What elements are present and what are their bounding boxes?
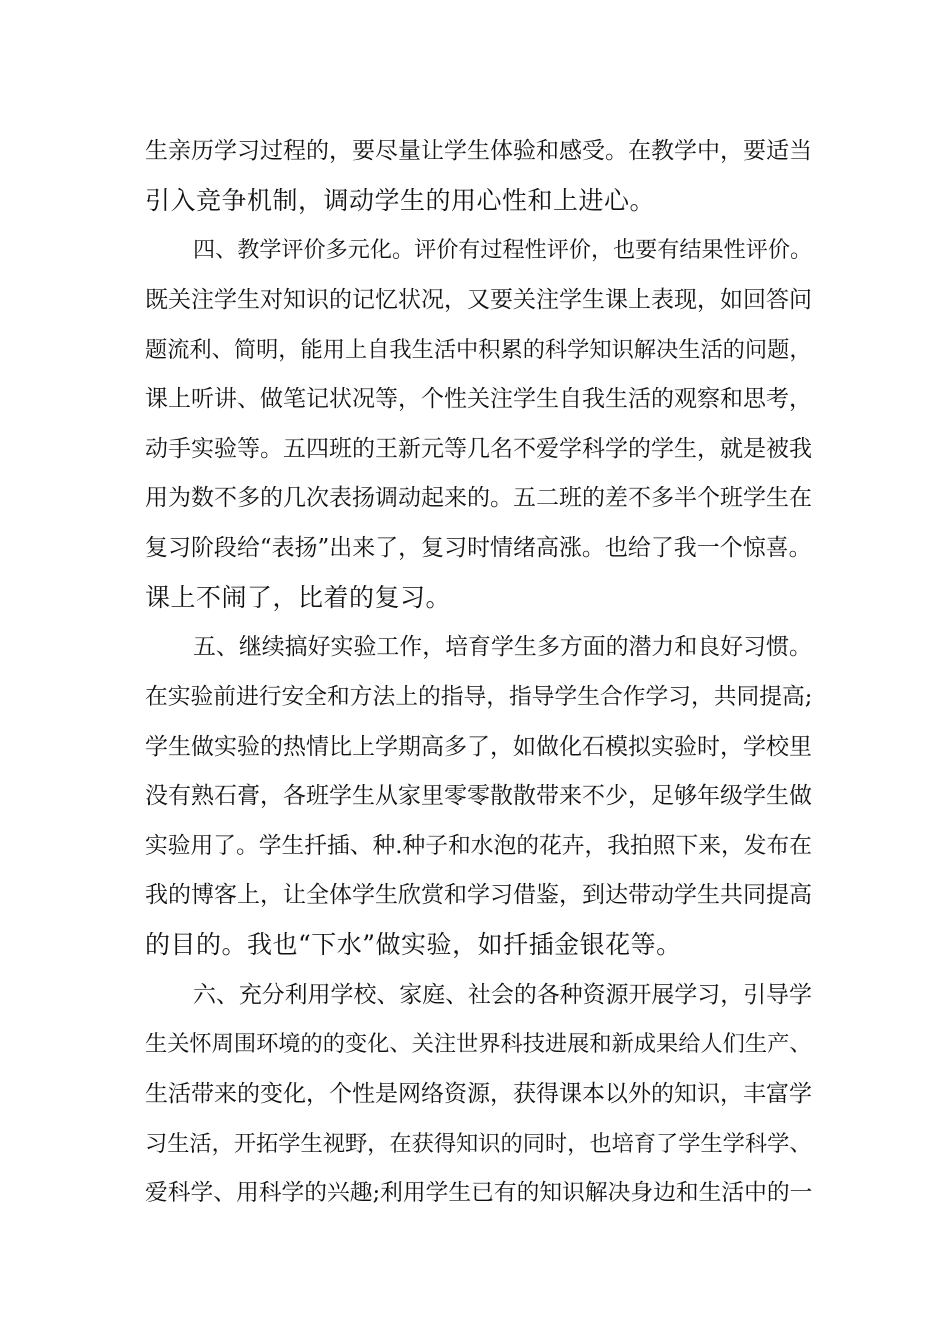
- text-line: 没有熟石膏，各班学生从家里零零散散带来不少，足够年级学生做: [145, 783, 812, 809]
- paragraph-five-heading-line: 五、继续搞好实验工作，培育学生多方面的潜力和良好习惯。: [193, 634, 812, 660]
- text-line: 生活带来的变化，个性是网络资源，获得课本以外的知识，丰富学: [145, 1081, 812, 1107]
- text-line: 课上听讲、做笔记状况等，个性关注学生自我生活的观察和思考，: [145, 386, 812, 412]
- text-line: 引入竞争机制，调动学生的用心性和上进心。: [145, 186, 656, 215]
- text-line: 课上不闹了，比着的复习。: [145, 583, 452, 612]
- text-line: 生关怀周围环境的的变化、关注世界科技进展和新成果给人们生产、: [145, 1031, 812, 1057]
- text-line: 的目的。我也“下水”做实验，如扦插金银花等。: [145, 930, 682, 959]
- text-line: 用为数不多的几次表扬调动起来的。五二班的差不多半个班学生在: [145, 485, 812, 511]
- text-line: 习生活，开拓学生视野，在获得知识的同时，也培育了学生学科学、: [145, 1131, 812, 1157]
- text-line: 既关注学生对知识的记忆状况，又要关注学生课上表现，如回答问: [145, 287, 812, 313]
- text-line: 爱科学、用科学的兴趣;利用学生已有的知识解决身边和生活中的一: [145, 1180, 813, 1206]
- text-line: 复习阶段给“表扬”出来了，复习时情绪高涨。也给了我一个惊喜。: [145, 535, 812, 561]
- text-line: 动手实验等。五四班的王新元等几名不爱学科学的学生，就是被我: [145, 436, 812, 462]
- text-line: 实验用了。学生扦插、种.种子和水泡的花卉，我拍照下来，发布在: [145, 833, 812, 859]
- text-line: 在实验前进行安全和方法上的指导，指导学生合作学习，共同提高;: [145, 684, 813, 710]
- text-line: 学生做实验的热情比上学期高多了，如做化石模拟实验时，学校里: [145, 734, 812, 760]
- text-line: 我的博客上，让全体学生欣赏和学习借鉴，到达带动学生共同提高: [145, 882, 812, 908]
- text-line: 题流利、简明，能用上自我生活中积累的科学知识解决生活的问题，: [145, 337, 812, 363]
- paragraph-four-heading-line: 四、教学评价多元化。评价有过程性评价，也要有结果性评价。: [193, 237, 813, 263]
- paragraph-six-heading-line: 六、充分利用学校、家庭、社会的各种资源开展学习，引导学: [193, 982, 812, 1008]
- text-line: 生亲历学习过程的，要尽量让学生体验和感受。在教学中，要适当: [145, 138, 812, 164]
